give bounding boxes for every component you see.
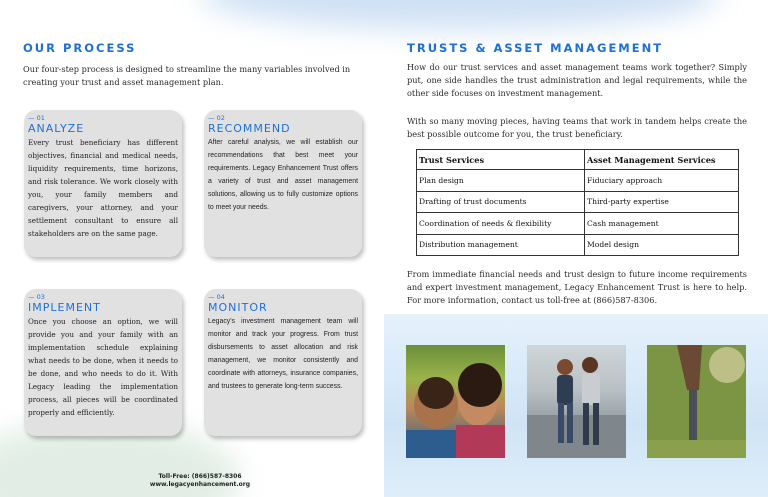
step-card-analyze bbox=[24, 110, 182, 257]
services-table bbox=[416, 149, 739, 256]
step-card-monitor bbox=[204, 289, 362, 436]
table-header-row bbox=[417, 150, 739, 170]
table-row bbox=[417, 191, 739, 213]
paragraph: With so many moving pieces, having teams that work in tandem helps create the best possible outcome for you, the trust beneficiary. bbox=[407, 116, 747, 139]
step-body: After careful analysis, we will establish our recommendations that best meet your requirements. Legacy Enhancement Trust offers a variety of trust and asset management solutions, allowing us to fully customize options to meet your needs. bbox=[208, 139, 358, 211]
footer-website: www.legacyenhancement.org bbox=[149, 481, 251, 488]
column-header: Asset Management Services bbox=[585, 150, 739, 170]
step-number: — 01 bbox=[28, 114, 45, 122]
intro-text: Our four-step process is designed to streamline the many variables involved in creating your trust and asset management plan. bbox=[23, 64, 351, 87]
table-cell: Plan design bbox=[417, 170, 585, 192]
step-card-recommend bbox=[204, 110, 362, 257]
table-cell: Distribution management bbox=[417, 234, 585, 256]
paragraph: How do our trust services and asset management teams work together? Simply put, one side handles the trust administration and legal requirements, while the other side focuses on investment management. bbox=[407, 62, 747, 98]
column-header: Trust Services bbox=[417, 150, 585, 170]
table-cell: Model design bbox=[585, 234, 739, 256]
paragraph: From immediate financial needs and trust design to future income requirements and expert investment management, Legacy Enhancement Trust is here to help. For more information, contact us toll-free at (866)587-8306. bbox=[407, 269, 747, 305]
step-number: — 03 bbox=[28, 293, 45, 301]
step-number: — 02 bbox=[208, 114, 225, 122]
step-number: — 04 bbox=[208, 293, 225, 301]
step-body: Legacy's investment management team will monitor and track your progress. From trust disbursements to asset allocation and risk management, we monitor consistently and coordinate with attorneys, insurance companies, and trustees to generate long-term success. bbox=[208, 318, 358, 390]
table-cell: Drafting of trust documents bbox=[417, 191, 585, 213]
table-row bbox=[417, 234, 739, 256]
table-cell: Third-party expertise bbox=[585, 191, 739, 213]
section-heading: TRUSTS & ASSET MANAGEMENT bbox=[407, 41, 664, 55]
footer-phone: Toll-Free: (866)587-8306 bbox=[158, 473, 242, 480]
table-cell: Coordination of needs & flexibility bbox=[417, 213, 585, 235]
step-body: Every trust beneficiary has different objectives, financial and medical needs, liquidity requirements, time horizons, and risk tolerance. We work closely with you, your family members and caregivers, your attorney, and your settlement consultant to ensure all stakeholders are on the same page. bbox=[28, 138, 178, 238]
section-heading: OUR PROCESS bbox=[23, 41, 137, 55]
step-card-implement bbox=[24, 289, 182, 436]
photo-mother-child bbox=[406, 345, 505, 458]
step-title: IMPLEMENT bbox=[28, 301, 101, 314]
table-row bbox=[417, 170, 739, 192]
table-cell: Fiduciary approach bbox=[585, 170, 739, 192]
footer-contact bbox=[100, 473, 300, 489]
photo-prosthetic-leg bbox=[647, 345, 746, 458]
step-body: Once you choose an option, we will provide you and your family with an implementation schedule explaining what needs to be done, when it needs to be done, and who needs to do it. With Legacy leading the implementation process, all pieces will be coordinated properly and efficiently. bbox=[28, 317, 178, 417]
step-title: RECOMMEND bbox=[208, 122, 291, 135]
table-cell: Cash management bbox=[585, 213, 739, 235]
step-title: MONITOR bbox=[208, 301, 268, 314]
photo-couple-walking bbox=[527, 345, 626, 458]
table-row bbox=[417, 213, 739, 235]
step-title: ANALYZE bbox=[28, 122, 85, 135]
